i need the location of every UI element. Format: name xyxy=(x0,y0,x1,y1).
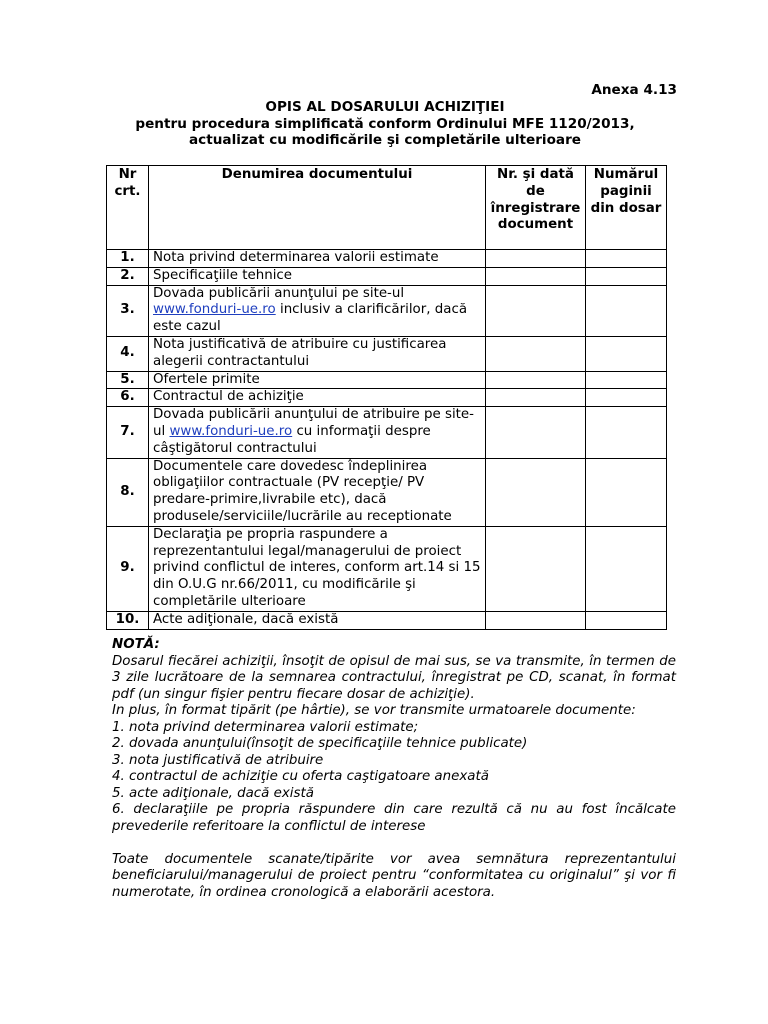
row-registration-cell xyxy=(486,250,586,268)
note-list-item: 1. nota privind determinarea valorii estimate; xyxy=(112,719,419,735)
row-document-name: Declaraţia pe propria raspundere a reprezentantului legal/managerului de proiect privind conflictul de interes, conform art.14 si 15 din O.U.G nr.66/2011, cu modificările şi completările ulterioare xyxy=(149,526,486,611)
row-document-name: Specificaţiile tehnice xyxy=(149,267,486,285)
table-header-row xyxy=(107,166,667,250)
row-number: 8. xyxy=(107,458,149,526)
row-number: 9. xyxy=(107,526,149,611)
row-registration-cell xyxy=(486,458,586,526)
note-list-item: 2. dovada anunţului(însoţit de specificaţiile tehnice publicate) xyxy=(112,736,528,751)
row-registration-cell xyxy=(486,407,586,458)
row-document-name: Documentele care dovedesc îndeplinirea obligaţiilor contractuale (PV recepţie/ PV predare-primire,livrabile etc), dacă produsele/serviciile/lucrările au receptionate xyxy=(149,458,486,526)
row-number: 5. xyxy=(107,371,149,389)
table-row xyxy=(107,526,667,611)
row-document-name: Nota justificativă de atribuire cu justificarea alegerii contractantului xyxy=(149,336,486,371)
table-row xyxy=(107,336,667,371)
row-page-cell xyxy=(586,389,667,407)
row-number: 6. xyxy=(107,389,149,407)
row-number: 4. xyxy=(107,336,149,371)
note-closing: Toate documentele scanate/tipărite vor avea semnătura reprezentantului beneficiarului/managerului de proiect pentru “conformitatea cu originalul” şi vor fi numerotate, în ordinea cronologică a elaborării acestora. xyxy=(112,851,676,900)
row-registration-cell xyxy=(486,526,586,611)
row-page-cell xyxy=(586,267,667,285)
row-page-cell xyxy=(586,407,667,458)
note-list-item: 5. acte adiţionale, dacă există xyxy=(112,785,314,801)
table-row xyxy=(107,611,667,629)
row-registration-cell xyxy=(486,611,586,629)
header-page-number: Numărul paginii din dosar xyxy=(586,166,667,250)
table-row xyxy=(107,371,667,389)
row-page-cell xyxy=(586,371,667,389)
table-row xyxy=(107,285,667,336)
note-line: In plus, în format tipărit (pe hârtie), se vor transmite urmatoarele documente: xyxy=(112,703,636,718)
row-number: 7. xyxy=(107,407,149,458)
row-page-cell xyxy=(586,458,667,526)
row-registration-cell xyxy=(486,371,586,389)
row-document-name: Contractul de achiziţie xyxy=(149,389,486,407)
note-list-item: 4. contractul de achiziţie cu oferta caştigatoare anexată xyxy=(112,769,489,784)
row-registration-cell xyxy=(486,285,586,336)
row-document-name: Ofertele primite xyxy=(149,371,486,389)
row-number: 3. xyxy=(107,285,149,336)
row-page-cell xyxy=(586,285,667,336)
fonduri-ue-link[interactable]: www.fonduri-ue.ro xyxy=(153,302,276,318)
row-text-pre: Dovada publicării anunţului de atribuire pe site-ul xyxy=(153,407,474,439)
note-list-item: 3. nota justificativă de atribuire xyxy=(112,752,324,768)
table-row xyxy=(107,458,667,526)
row-number: 1. xyxy=(107,250,149,268)
row-page-cell xyxy=(586,336,667,371)
row-page-cell xyxy=(586,526,667,611)
row-document-name xyxy=(149,407,486,458)
annex-label: Anexa 4.13 xyxy=(591,82,677,98)
row-text-post: inclusiv a clarificărilor, dacă este cazul xyxy=(153,302,468,335)
title-line-1: OPIS AL DOSARULUI ACHIZIŢIEI xyxy=(265,99,505,115)
header-registration: Nr. şi dată de înregistrare document xyxy=(486,166,586,250)
note-spacer xyxy=(112,835,676,852)
documents-table xyxy=(106,165,667,630)
fonduri-ue-link[interactable]: www.fonduri-ue.ro xyxy=(169,423,293,439)
row-text-pre: Dovada publicării anunţului pe site-ul xyxy=(153,285,405,301)
note-list-item: 6. declaraţiile pe propria răspundere din care rezultă că nu au fost încălcate prevederile referitoare la conflictul de interese xyxy=(112,802,676,834)
table-row xyxy=(107,267,667,285)
row-document-name: Acte adiţionale, dacă există xyxy=(149,611,486,629)
title-line-2: pentru procedura simplificată conform Ordinului MFE 1120/2013, xyxy=(135,115,635,132)
document-title xyxy=(90,99,680,149)
note-section xyxy=(112,637,676,901)
row-page-cell xyxy=(586,611,667,629)
row-text-post: cu informaţii despre câştigătorul contractului xyxy=(153,423,431,456)
row-number: 2. xyxy=(107,267,149,285)
row-registration-cell xyxy=(486,389,586,407)
title-line-3: actualizat cu modificările şi completările ulterioare xyxy=(188,132,581,148)
header-nr-crt: Nr crt. xyxy=(107,166,149,250)
note-title: NOTĂ: xyxy=(112,637,160,652)
row-page-cell xyxy=(586,250,667,268)
row-document-name: Nota privind determinarea valorii estimate xyxy=(149,250,486,268)
table-row xyxy=(107,389,667,407)
row-registration-cell xyxy=(486,336,586,371)
note-line: Dosarul fiecărei achiziţii, însoţit de opisul de mai sus, se va transmite, în termen de 3 zile lucrătoare de la semnarea contractului, înregistrat pe CD, scanat, în format pdf (un singur fişier pentru fiecare dosar de achiziţie). xyxy=(112,653,676,702)
table-row xyxy=(107,407,667,458)
row-number: 10. xyxy=(107,611,149,629)
row-registration-cell xyxy=(486,267,586,285)
row-document-name xyxy=(149,285,486,336)
table-row xyxy=(107,250,667,268)
header-document-name: Denumirea documentului xyxy=(149,166,486,250)
